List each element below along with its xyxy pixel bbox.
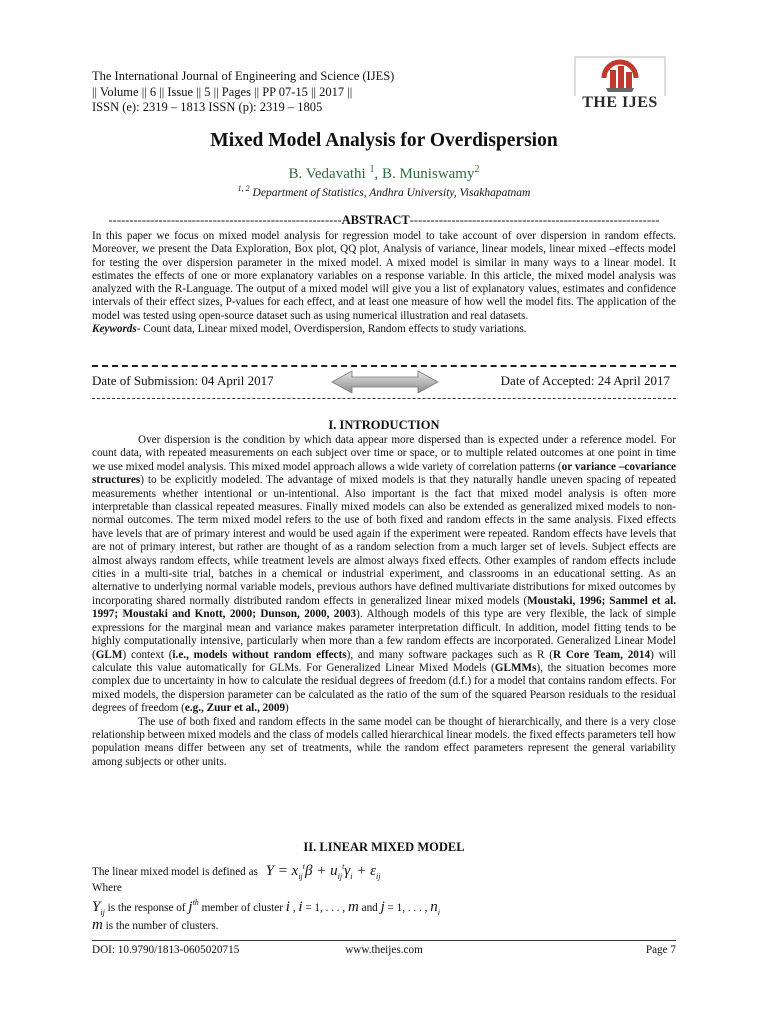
abstract-dash-left: -------------------------------------------------------- [108,213,342,227]
author-separator: , [374,166,382,182]
abstract-body [92,230,676,336]
introduction-body [92,434,676,769]
keywords-label: Keywords [92,323,137,336]
journal-logo [574,56,666,118]
separator-bottom [92,398,676,399]
journal-issn: ISSN (e): 2319 – 1813 ISSN (p): 2319 – 1805 [92,100,323,114]
keywords-text: - Count data, Linear mixed model, Overdispersion, Random effects to study variations. [136,323,527,336]
def1-text-b: member of cluster [198,902,286,914]
paper-title: Mixed Model Analysis for Overdispersion [210,130,558,151]
journal-name: The International Journal of Engineering and Science (IJES) [92,69,395,83]
introduction-paragraph-1 [92,434,676,716]
keywords-line [92,323,676,336]
intro-text-i: ), and many software packages such as R ( [346,648,553,661]
intro-bold-covariance: or variance –covariance structures [92,460,677,487]
double-arrow-icon [330,369,440,395]
model-equation: $Y = x_{ij}^t\beta + u_{ij}^t\gamma_i + \varepsilon_{ij}$ [265,862,381,881]
def2-text: is the number of clusters. [102,920,219,932]
author-2-sup: 2 [474,164,480,175]
page-footer [92,944,676,958]
logo-emblem-icon [574,56,666,96]
accepted-date: Date of Accepted: 24 April 2017 [500,373,670,388]
model-definition-text: The linear mixed model is defined as [92,866,258,878]
author-list [0,164,768,183]
intro-citation-zuur: e.g., Zuur et al., 2009 [184,702,286,715]
abstract-heading-rule [92,213,676,228]
where-label: Where [92,882,122,894]
author-2: B. Muniswamy [381,166,475,182]
intro-bold-no-random: i.e., models without random effects [172,648,347,661]
intro-text-e: ). Although models of this type are very flexible, the lack of simple expressions for the marginal mean and variance makes parameter interpretation difficult. In addition, model fitting tends to be highly computationally intensive, particularly when more than a few random effects are incorporated. Generalized Linear Model ( [92,608,677,661]
affiliation [0,184,768,199]
footer-doi: DOI: 10.9790/1813-0605020715 [92,944,240,956]
model-definition-line [92,862,380,881]
journal-volume: || Volume || 6 || Issue || 5 || Pages || PP 07-15 || 2017 || [92,84,353,99]
affiliation-sup: 1, 2 [237,184,250,193]
dates-row [92,372,676,392]
footer-rule [92,940,676,941]
intro-text-c: ) to be explicitly modeled. The advantage of mixed models is that they naturally handle uneven spacing of repeated measurements whether intentional or un-intentional. Also important is the fact that mixed model analysis is often more interpretable than classical repeated measures. Finally mixed models can also be extended as generalized mixed models to non-normal outcomes. The term mixed model refers to the use of both fixed and random effects in the same analysis. Fixed effects have levels that are of primary interest and would be used again if the experiment were repeated. Random effects have levels that are not of primary interest, but rather are thought of as a random selection from a much larger set of levels. Subject effects are almost always random effects, while treatment levels are almost always fixed effects. Other examples of random effects include cities in a multi-site trial, batches in a chemical or industrial experiment, and classrooms in an educational setting. As an alternative to underlying normal variable models, previous authors have defined multivariate distributions for mixed outcomes by incorporating shared normally distributed random effects in generalized linear mixed models ( [92,474,676,607]
intro-citation-rcore: R Core Team, 2014 [552,648,651,661]
author-1: B. Vedavathi [288,166,370,182]
abstract-heading: ABSTRACT [341,213,410,227]
intro-text-g: ) context ( [122,648,173,661]
intro-bold-glmms: GLMMs [494,661,537,674]
footer-page-number: Page 7 [645,944,676,956]
abstract-text: In this paper we focus on mixed model analysis for regression model to take account of over dispersion in random effects. Moreover, we present the Data Exploration, Box plot, QQ plot, Analysis of variance, linear models, linear mixed –effects model for testing the over dispersion parameter in the mixed model. A mixed model is similar in many ways to a linear model. It estimates the effects of one or more explanatory variables on a response variable. In this article, the mixed model analysis was analyzed with the R-Language. The output of a mixed model will give you a list of explanatory values, estimates and confidence intervals of their effect sizes, P-values for each effect, and at least one measure of how well the model fits. The application of the model was tested using open-source dataset such as using numerical illustration and real datasets. [92,230,676,322]
intro-citation-moustaki: Moustaki, 1996; Sammel et al. 1997; Moustaki and Knott, 2000; Dunson, 2000, 2003 [92,594,676,621]
definition-line-1: $Y_{ij}$ is the response of $j^{th}$ member of cluster i , i = 1, . . . , m and j = 1, . . . , $n_i$ [92,898,440,917]
def1-text-a: is the response of [104,902,189,914]
intro-text-k: ) will calculate this value automatically for GLMs. For Generalized Linear Mixed Models ( [92,648,676,674]
definition-line-2: m is the number of clusters. [92,917,219,933]
abstract-dash-right: ------------------------------------------------------------ [409,213,660,227]
logo-text: THE IJES [582,94,658,111]
intro-text-m: ), the situation becomes more complex due to uncertainty in how to calculate the residual degrees of freedom (d.f.) for a model that contains random effects. For mixed models, the dispersion parameter can be calculated as the ratio of the sum of the squared Pearson residuals to the residual degrees of freedom ( [92,661,676,715]
def1-text-and: and [358,902,381,914]
separator-top [92,365,676,367]
intro-bold-glm: GLM [95,648,123,661]
affiliation-text: Department of Statistics, Andhra University, Visakhapatnam [249,186,531,199]
section-heading-introduction: I. INTRODUCTION [328,418,440,432]
author-1-sup: 1 [369,164,375,175]
introduction-paragraph-2: The use of both fixed and random effects in the same model can be thought of hierarchically, and there is a very close relationship between mixed models and the class of models called hierarchical linear models. the fixed effects parameters tell how population means differ between any set of treatments, while the random effect parameters represent the general variability among subjects or other units. [92,715,676,768]
intro-text-a: Over dispersion is the condition by which data appear more dispersed than is expected under a reference model. For count data, with repeated measurements on each subject over time or space, or to multiple related outcomes at one point in time we use mixed model analysis. This mixed model approach allows a wide variety of correlation patterns ( [92,434,676,473]
section-heading-linear-mixed-model: II. LINEAR MIXED MODEL [303,840,465,854]
journal-header [92,69,394,116]
intro-text-o: ) [285,702,289,715]
footer-url: www.theijes.com [345,944,423,956]
submission-date: Date of Submission: 04 April 2017 [92,373,274,388]
